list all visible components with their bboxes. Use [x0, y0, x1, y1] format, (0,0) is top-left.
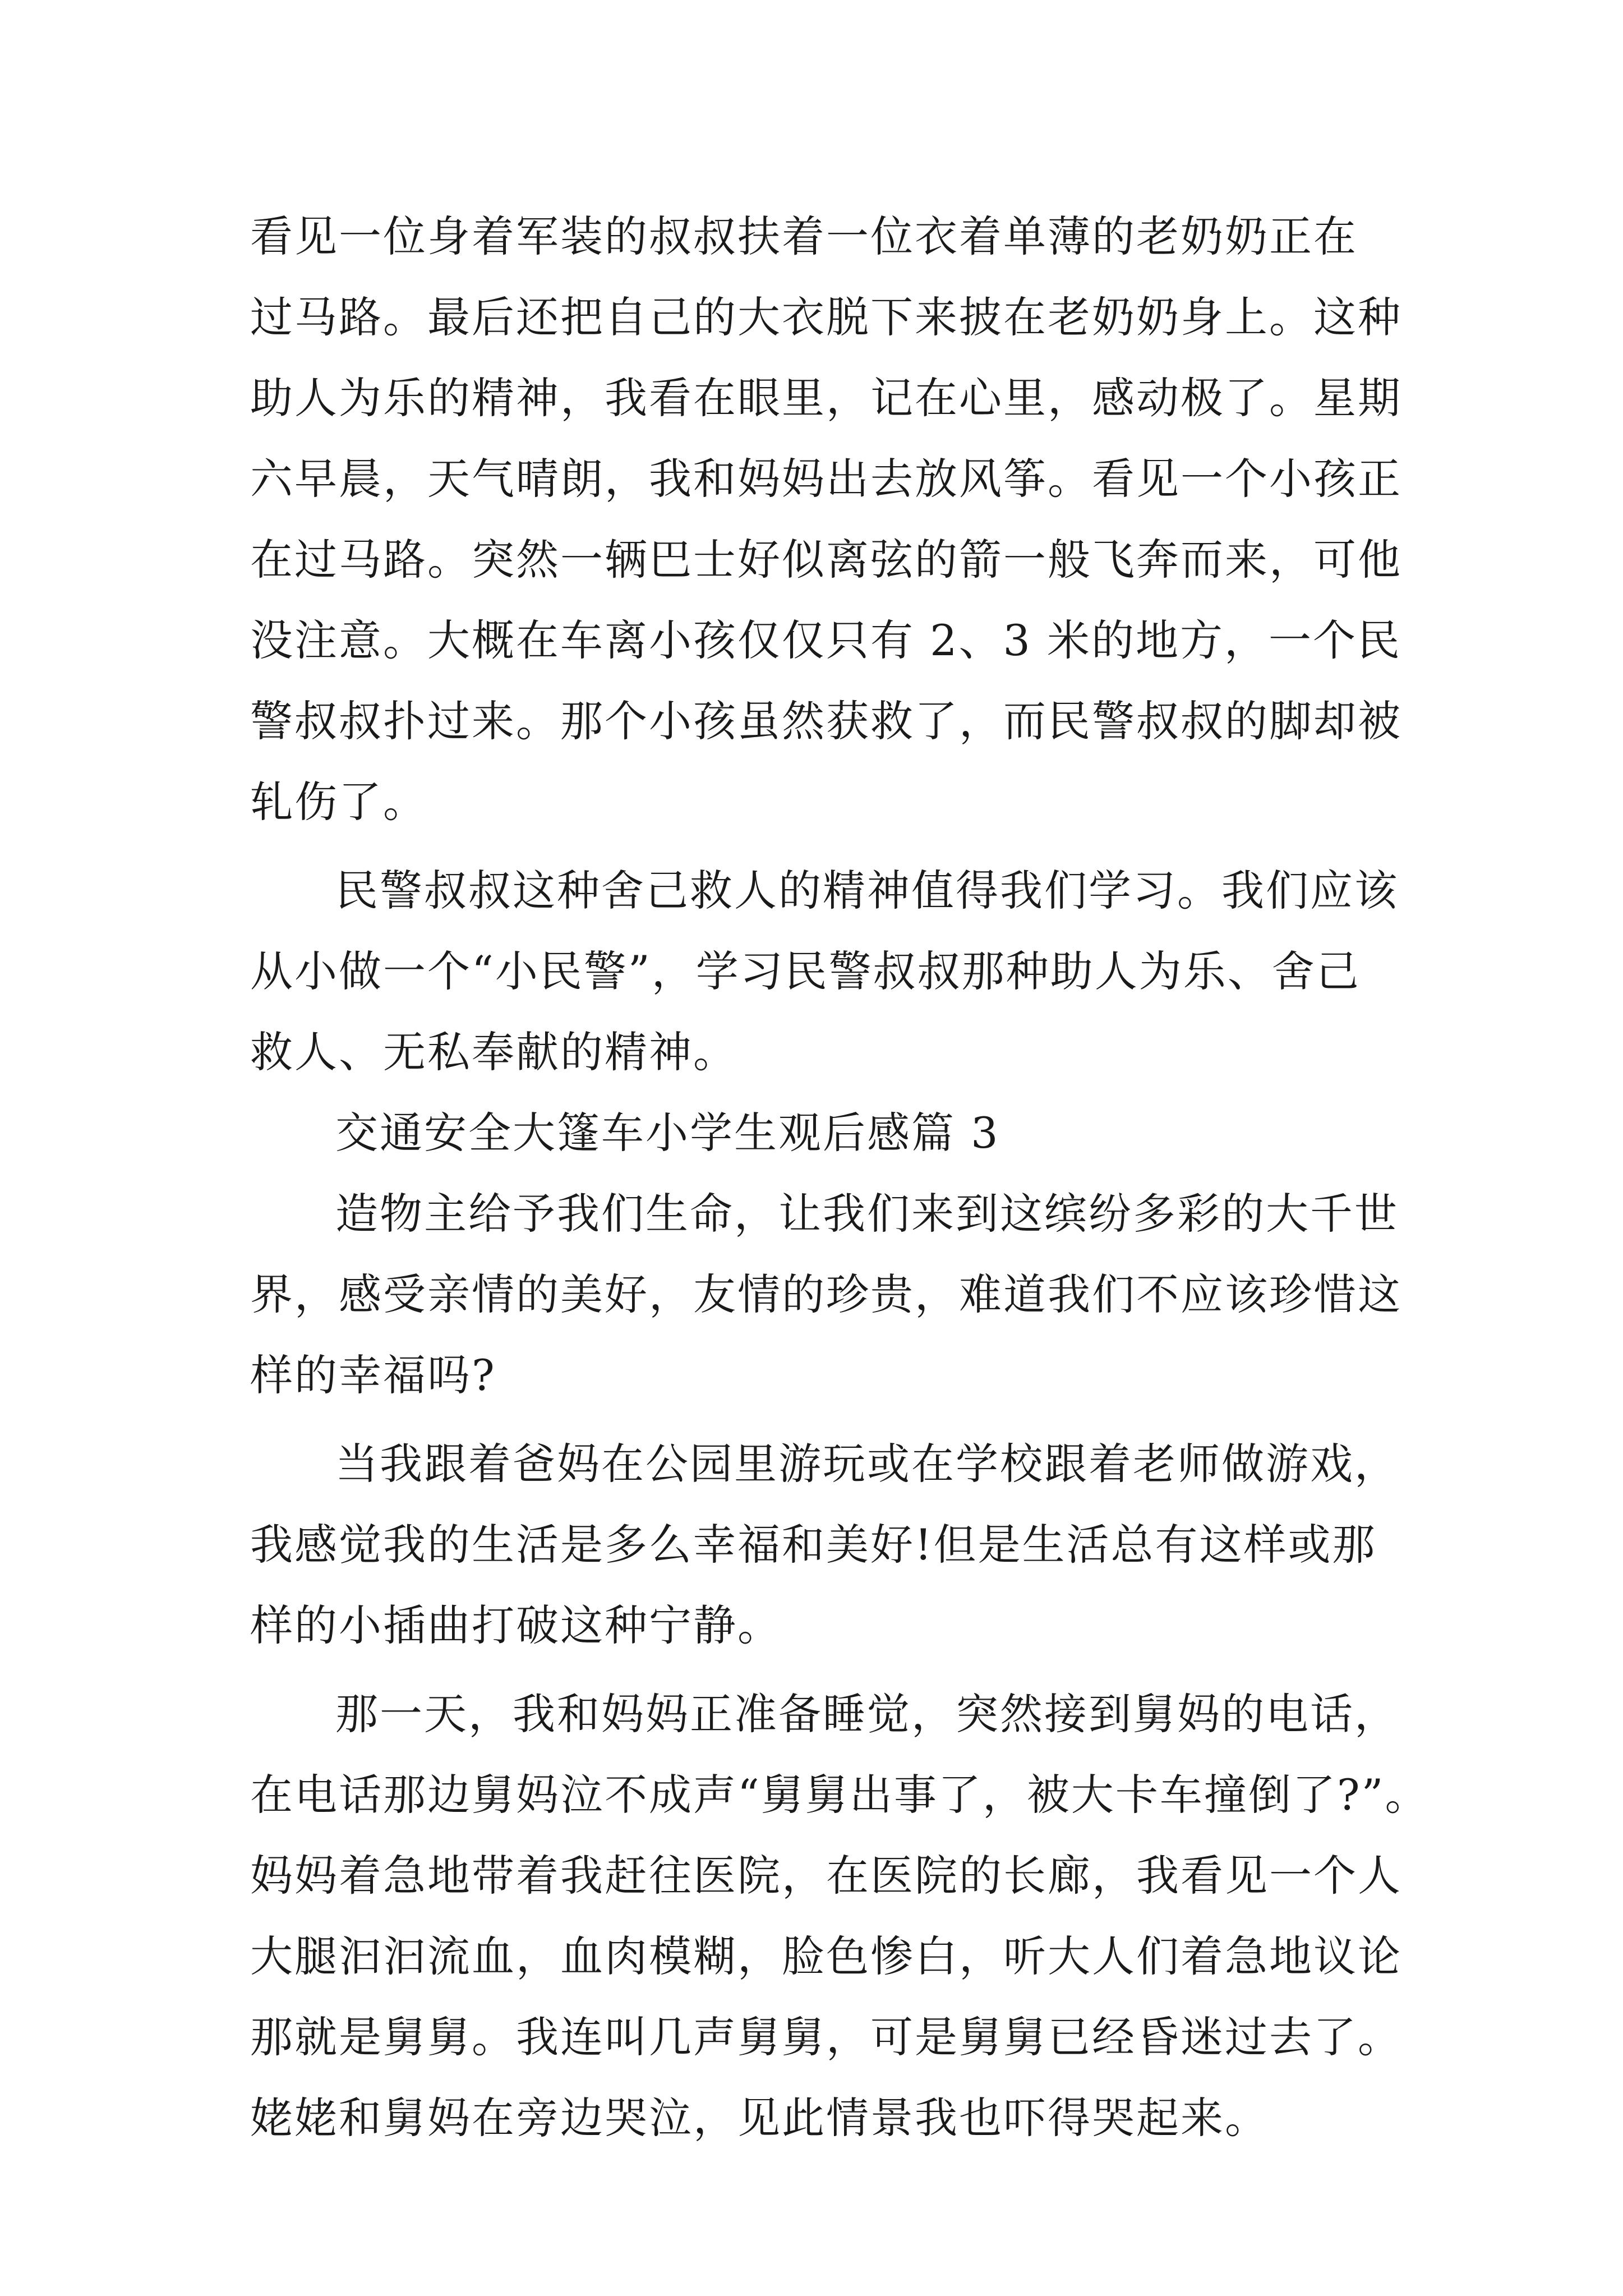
text-line: 界，感受亲情的美好，友情的珍贵，难道我们不应该珍惜这	[250, 1269, 1402, 1319]
text-line: 过马路。最后还把自己的大衣脱下来披在老奶奶身上。这种	[250, 292, 1402, 342]
text-line: 救人、无私奉献的精神。	[250, 1027, 737, 1077]
section-title: 交通安全大篷车小学生观后感篇 3	[335, 1108, 1000, 1158]
paragraph	[250, 196, 1402, 843]
text-line: 助人为乐的精神，我看在眼里，记在心里，感动极了。星期	[250, 373, 1402, 423]
text-line: 造物主给予我们生命，让我们来到这缤纷多彩的大千世	[335, 1189, 1399, 1239]
text-line: 我感觉我的生活是多么幸福和美好!但是生活总有这样或那	[250, 1520, 1377, 1570]
text-line: 没注意。大概在车离小孩仅仅只有 2、3 米的地方，一个民	[250, 615, 1402, 665]
text-line: 妈妈着急地带着我赶往医院，在医院的长廊，我看见一个人	[250, 1851, 1402, 1901]
text-line: 在过马路。突然一辆巴士好似离弦的箭一般飞奔而来，可他	[250, 535, 1402, 585]
paragraph	[250, 1424, 1399, 1666]
text-line: 民警叔叔这种舍己救人的精神值得我们学习。我们应该	[335, 866, 1399, 915]
text-line: 从小做一个“小民警”，学习民警叔叔那种助人为乐、舍己	[250, 946, 1361, 996]
text-line: 样的幸福吗?	[250, 1350, 496, 1400]
text-line: 姥姥和舅妈在旁边哭泣，见此情景我也吓得哭起来。	[250, 2093, 1269, 2143]
text-line: 警叔叔扑过来。那个小孩虽然获救了，而民警叔叔的脚却被	[250, 696, 1402, 746]
text-line: 看见一位身着军装的叔叔扶着一位衣着单薄的老奶奶正在	[250, 211, 1358, 261]
document-body	[250, 196, 1430, 2159]
text-line: 轧伤了。	[250, 777, 427, 827]
text-line: 那一天，我和妈妈正准备睡觉，突然接到舅妈的电话，	[335, 1689, 1399, 1739]
text-line: 大腿汩汩流血，血肉模糊，脸色惨白，听大人们着急地议论	[250, 1931, 1402, 1981]
paragraph	[250, 850, 1399, 1093]
paragraph	[250, 1674, 1430, 2159]
text-line: 样的小插曲打破这种宁静。	[250, 1600, 782, 1650]
paragraph	[250, 1174, 1402, 1416]
text-line: 当我跟着爸妈在公园里游玩或在学校跟着老师做游戏，	[335, 1439, 1399, 1489]
text-line: 六早晨，天气晴朗，我和妈妈出去放风筝。看见一个小孩正	[250, 454, 1402, 504]
text-line: 那就是舅舅。我连叫几声舅舅，可是舅舅已经昏迷过去了。	[250, 2012, 1402, 2062]
section-heading	[250, 1093, 1383, 1174]
text-line: 在电话那边舅妈泣不成声“舅舅出事了，被大卡车撞倒了?”。	[250, 1770, 1430, 1820]
